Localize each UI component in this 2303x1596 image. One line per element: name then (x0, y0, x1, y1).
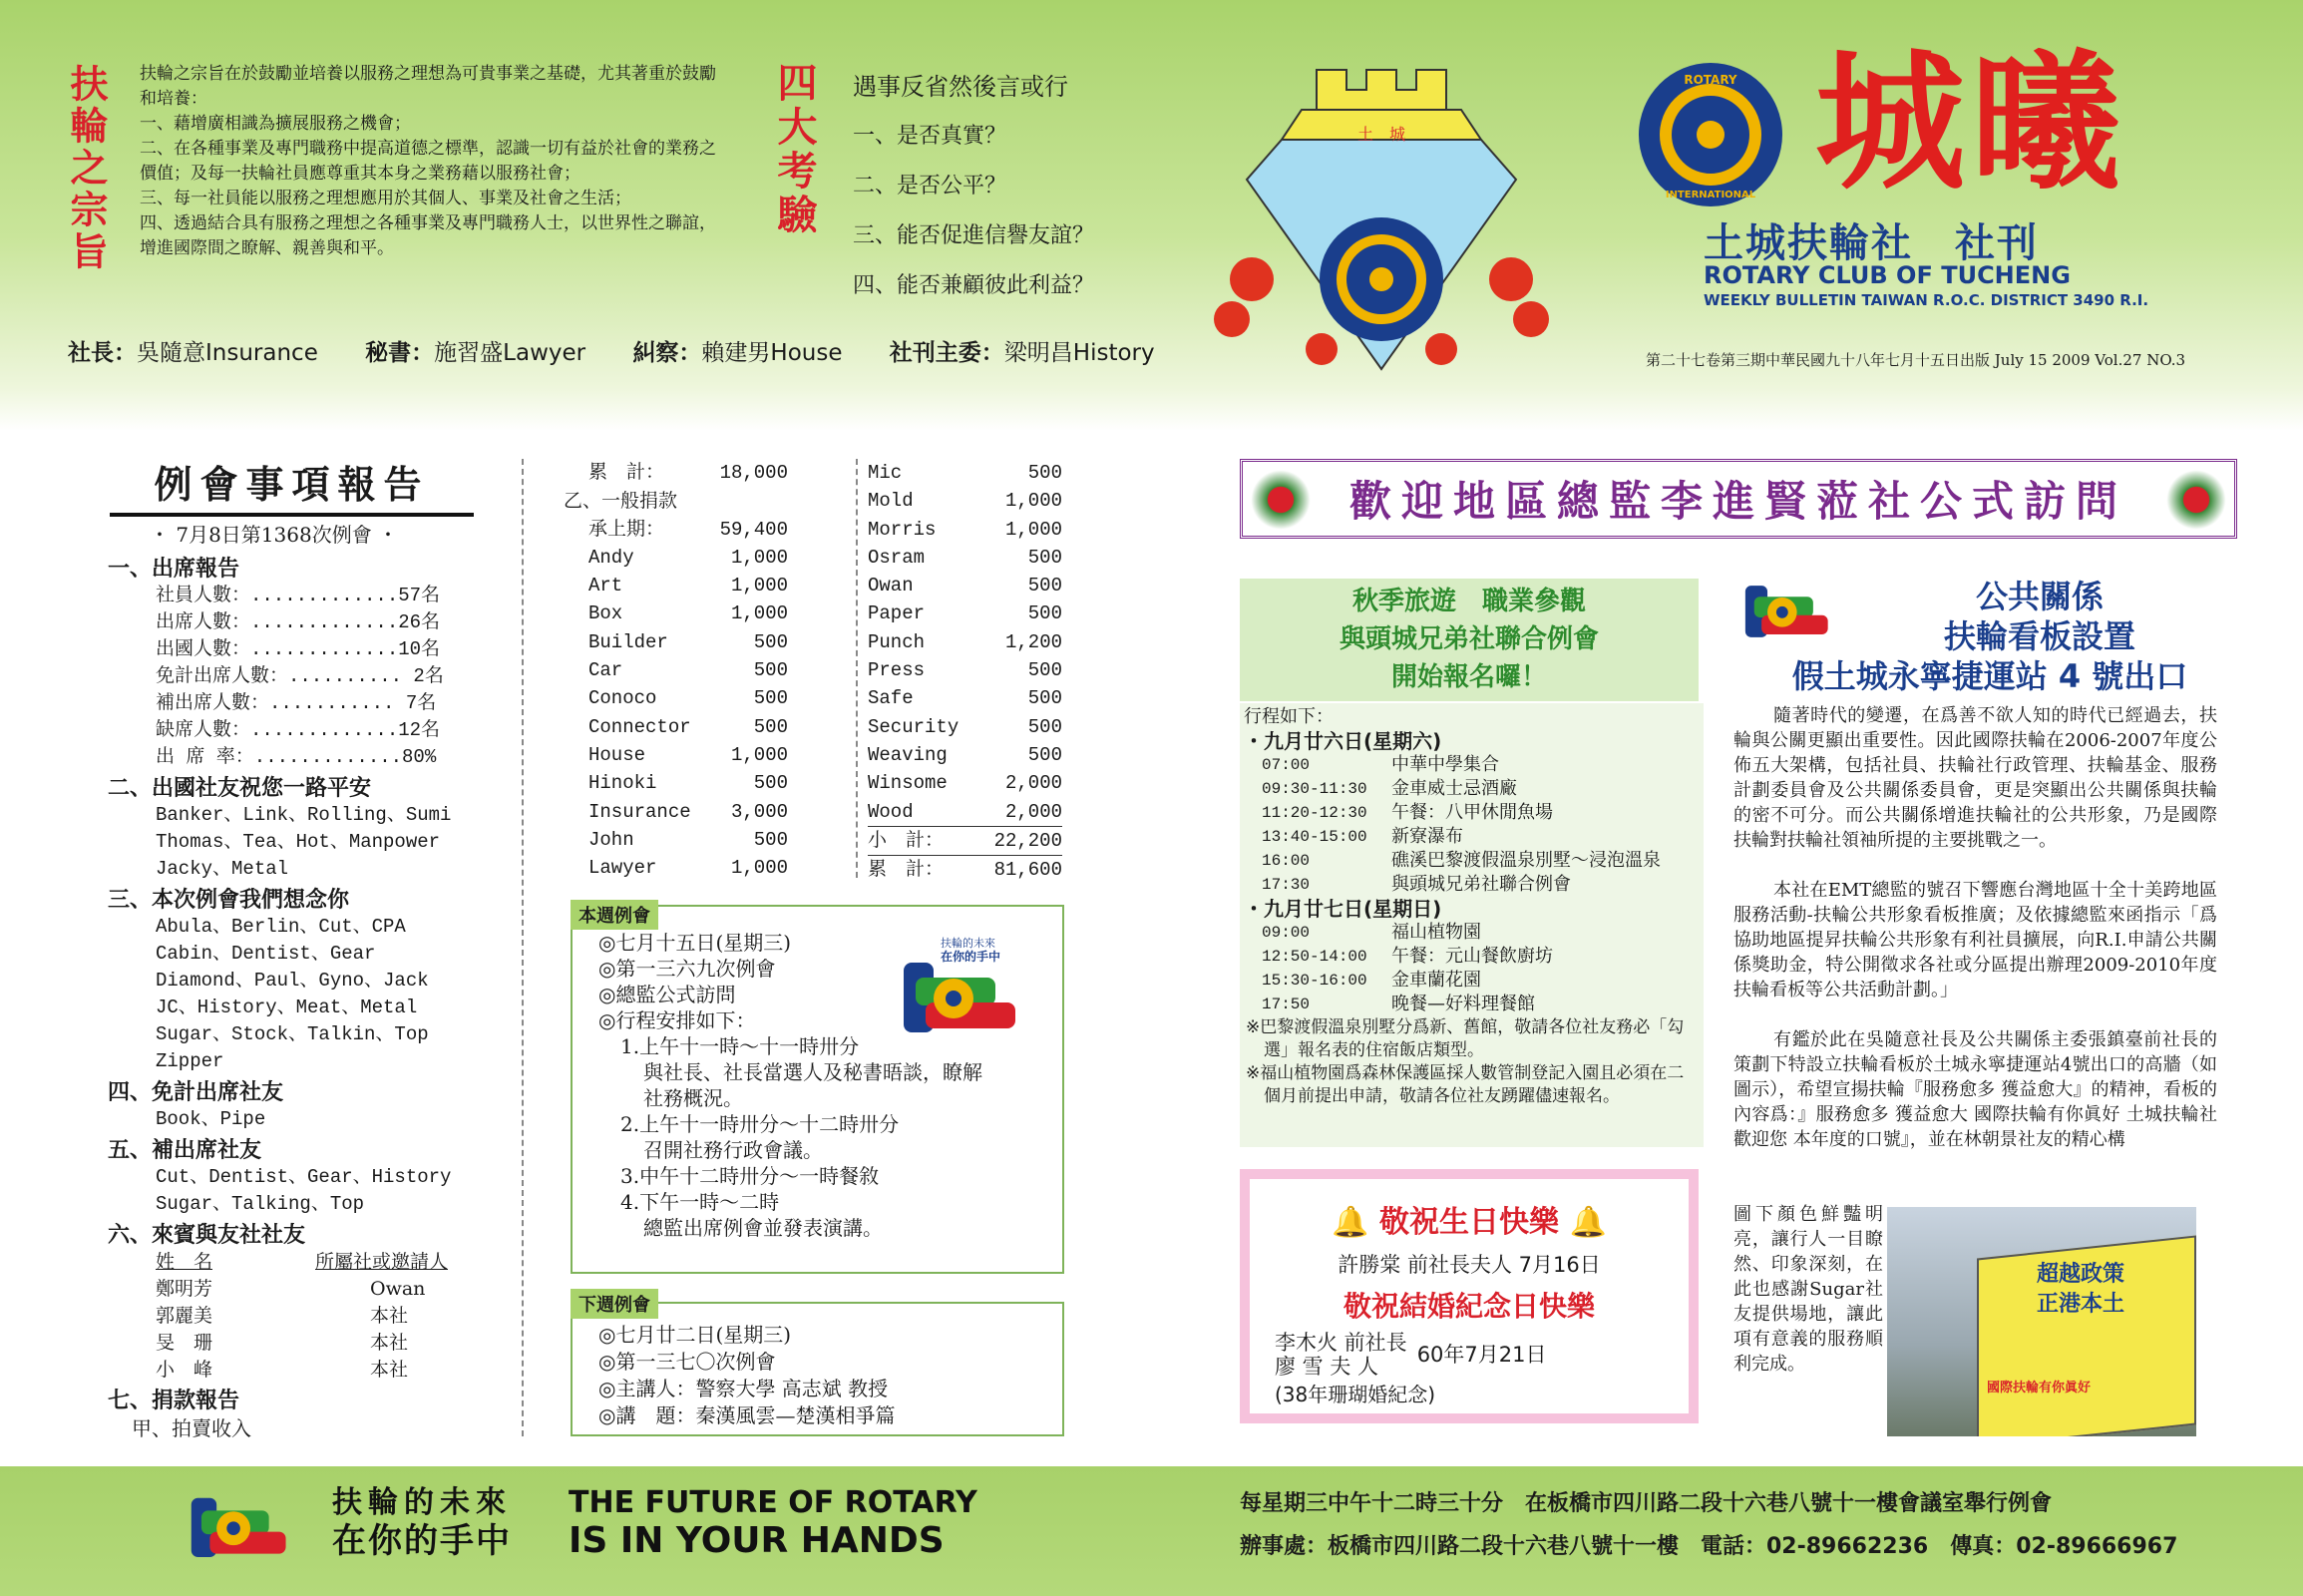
donor: Insurance (588, 800, 691, 823)
banner-text: 歡迎地區總監李進賢蒞社公式訪問 (1348, 477, 2127, 526)
trip-title-line: 與頭城兄弟社聯合例會 (1339, 624, 1599, 654)
purpose-items (140, 112, 728, 261)
donor: Weaving (868, 743, 948, 766)
member-names: Jacky、Metal (156, 858, 289, 880)
masthead-title: 城曦 (1815, 35, 2127, 210)
donor: Safe (868, 687, 914, 710)
amount: 500 (753, 715, 788, 738)
amount: 1,200 (1004, 630, 1062, 653)
amount: 500 (753, 659, 788, 682)
divider (856, 459, 858, 878)
trip-title-line: 開始報名囉！ (1390, 662, 1547, 692)
purpose-item: 四、透過結合具有服務之理想之各種事業及專門職務人士，以世界性之聯誼，增進國際間之瞭解、親善與和平。 (140, 213, 716, 258)
svg-text:扶輪的未來: 扶輪的未來 (941, 937, 995, 950)
attendance-line: 出國人數：.............10名 (156, 638, 441, 660)
donation-list-1 (564, 459, 788, 882)
trip-intro: 行程如下： (1244, 706, 1334, 727)
birthday-line: 許勝棠 前社長夫人 7月16日 (1338, 1253, 1601, 1277)
donor: Punch (868, 630, 926, 653)
donor: Lawyer (588, 857, 657, 880)
amount: 1,000 (730, 857, 788, 880)
billboard-text: 國際扶輪有你眞好 (1987, 1381, 2092, 1396)
schedule-line: ◎七月廿二日(星期三) (598, 1323, 792, 1347)
donor: House (588, 743, 646, 766)
pr-title: 公共關係 (1975, 578, 2104, 615)
member-names: Abula、Berlin、Cut、CPA (156, 916, 406, 938)
four-way-test-title: 四大考驗 (771, 62, 817, 237)
officer-role: 社刊主委： (889, 340, 1004, 366)
couple-name: 李木火 前社長 (1275, 1331, 1407, 1355)
pr-paragraph: 隨著時代的變遷，在爲善不欲人知的時代已經過去，扶輪與公關更顯出重要性。因此國際扶輪在2006-2007年度公佈五大架構，包括社員、扶輪社行政管理、扶輪基金、服務計劃委員會及公共關係委員會，更是突顯出公共關係與扶輪的密不可分。而公共關係增進扶輪社的公共形象，乃是國際扶輪對扶輪社領袖所提的主要挑戰之一。 (1733, 705, 2217, 851)
donor: Press (868, 659, 926, 682)
schedule-line: 1.上午十一時～十一時卅分 (620, 1034, 860, 1058)
attendance-line: 缺席人數：.............12名 (156, 719, 441, 741)
attendance-line: 補出席人數：........... 7名 (156, 692, 437, 714)
purpose-item: 二、在各種事業及專門職務中提高道德之標準，認識一切有益於社會的業務之價值；及每一扶輪社員應尊重其本身之業務藉以服務社會； (140, 139, 716, 184)
amount: 1,000 (1004, 490, 1062, 513)
pr-paragraph: 本社在EMT總監的號召下響應台灣地區十全十美跨地區服務活動-扶輪公共形象看板推廣；及依據總監來函指示「爲協助地區提昇扶輪公共形象有利社員擴展，向R.I.申請公共關係獎助金，特公開徵求各社或分區提出辦理2009-2010年度扶輪看板等公共活動計劃。」 (1733, 880, 2217, 1000)
donor: 累 計： (588, 462, 665, 484)
slogan-line: IS IN YOUR HANDS (569, 1520, 945, 1561)
member-names: Thomas、Tea、Hot、Manpower (156, 831, 441, 853)
trip-time: 09:00 (1262, 924, 1311, 942)
pr-paragraph: 圖下顏色鮮豔明亮，讓行人一目瞭然、印象深刻，在此也感謝Sugar社友提供場地，讓此項有意義的服務順利完成。 (1733, 1204, 1883, 1375)
trip-time: 15:30-16:00 (1262, 972, 1367, 990)
amount: 1,000 (730, 575, 788, 598)
amount: 500 (1027, 575, 1062, 598)
donor: 承上期： (588, 518, 665, 541)
section-heading: 三、本次例會我們想念你 (108, 887, 350, 913)
member-names: Zipper (156, 1050, 224, 1072)
meeting-number: ・ 7月8日第1368次例會 ・ (150, 523, 399, 547)
attendance-line: 出席人數：.............26名 (156, 611, 441, 633)
purpose-intro: 扶輪之宗旨在於鼓勵並培養以服務之理想為可貴事業之基礎，尤其著重於鼓勵和培養： (140, 64, 716, 109)
footer-slogan-cn (332, 1484, 512, 1560)
trip-activity: 福山植物園 (1391, 922, 1481, 943)
member-names: JC、History、Meat、Metal (156, 997, 418, 1018)
attendance-line: 免計出席人數：.......... 2名 (156, 665, 444, 687)
amount: 3,000 (730, 800, 788, 823)
donor: John (588, 828, 634, 851)
trip-time: 07:00 (1262, 756, 1311, 774)
trip-activity: 午餐：元山餐飲廚坊 (1391, 946, 1553, 967)
trip-day: ・九月廿六日(星期六) (1244, 729, 1442, 753)
svg-text:ROTARY: ROTARY (1684, 73, 1737, 87)
officers-line (68, 334, 1195, 367)
donor: Builder (588, 630, 668, 653)
bell-icon: 🔔 (1332, 1205, 1369, 1240)
donor: Wood (868, 800, 914, 823)
club-name-en: ROTARY CLUB OF TUCHENG (1704, 261, 2071, 289)
pr-titles (1740, 577, 2239, 696)
donor: Winsome (868, 772, 948, 795)
donor: Paper (868, 602, 926, 625)
amount: 1,000 (1004, 518, 1062, 541)
amount: 22,200 (993, 829, 1062, 852)
donor: Andy (588, 546, 634, 569)
amount: 500 (1027, 659, 1062, 682)
guest-name: 小 峰 (156, 1359, 213, 1381)
next-week-content (598, 1322, 895, 1429)
attendance-line: 出 席 率：.............80% (156, 746, 437, 768)
trip-activity: 金車威士忌酒廠 (1391, 778, 1517, 799)
officer-name: 賴建男House (701, 340, 843, 366)
section-heading: 四、免計出席社友 (108, 1079, 284, 1105)
berry-branch-icon (1251, 470, 1311, 530)
birthday-title: 敬祝生日快樂 (1379, 1205, 1559, 1240)
schedule-line: ◎主講人：警察大學 高志斌 教授 (598, 1377, 889, 1400)
guest-table (108, 1249, 507, 1384)
donor: 小 計： (868, 829, 945, 852)
test-item: 一、是否真實？ (853, 124, 1007, 149)
billboard-text: 超越政策 (2037, 1262, 2125, 1287)
officer-name: 吳隨意Insurance (137, 340, 318, 366)
test-item: 三、能否促進信譽友誼？ (853, 223, 1095, 248)
donor: Box (588, 602, 623, 625)
footer-meeting-info: 每星期三中午十二時三十分 在板橋市四川路二段十六巷八號十一樓會議室舉行例會 (1240, 1491, 2053, 1516)
donor: 累 計： (868, 859, 945, 882)
tucheng-diamond-logo (1212, 50, 1551, 379)
donor: Art (588, 575, 623, 598)
donor: Hinoki (588, 772, 657, 795)
billboard-text: 正港本土 (2037, 1292, 2125, 1317)
member-names: Sugar、Talking、Top (156, 1193, 365, 1215)
amount: 500 (1027, 546, 1062, 569)
schedule-line: ◎第一三七〇次例會 (598, 1350, 776, 1374)
purpose-title: 扶輪之宗旨 (64, 64, 108, 273)
member-names: Cabin、Dentist、Gear (156, 943, 376, 965)
section-heading: 六、來賓與友社社友 (108, 1222, 306, 1248)
section-heading: 七、捐款報告 (108, 1388, 240, 1413)
trip-time: 17:30 (1262, 876, 1311, 894)
trip-note: ※福山植物園爲森林保護區採人數管制登記入園且必須在二個月前提出申請，敬請各位社友踴躍儘速報名。 (1246, 1063, 1685, 1106)
attendance-list (108, 583, 507, 771)
guest-name: 旻 珊 (156, 1332, 213, 1354)
berry-branch-icon (2166, 470, 2226, 530)
guest-club: 本社 (370, 1332, 409, 1354)
svg-text:在你的手中: 在你的手中 (941, 950, 1001, 964)
amount: 500 (1027, 743, 1062, 766)
amount: 1,000 (730, 546, 788, 569)
footer-slogan-en (569, 1484, 977, 1560)
trip-activity: 中華中學集合 (1391, 754, 1499, 775)
trip-title-line: 秋季旅遊 職業參觀 (1351, 587, 1586, 616)
guest-name: 鄭明芳 (156, 1278, 213, 1300)
trip-time: 12:50-14:00 (1262, 948, 1367, 966)
anniversary-date: 60年7月21日 (1416, 1343, 1547, 1367)
schedule-line: ◎行程安排如下： (598, 1008, 756, 1032)
pr-paragraph: 有鑑於此在吳隨意社長及公共關係主委張鎮臺前社長的策劃下特設立扶輪看板於土城永寧捷運站4號出口的高牆（如圖示），希望宣揚扶輪『服務愈多 獲益愈大』的精神，看板的內容爲：』服務愈多 獲益愈大 國際扶輪有你眞好 土城扶輪社歡迎您 本年度的口號』，並在林朝景社友的精心構 (1733, 1029, 2217, 1150)
officer-role: 秘書： (365, 340, 435, 366)
schedule-line: ◎七月十五日(星期三) (598, 931, 792, 955)
schedule-line: 召開社務行政會議。 (643, 1138, 823, 1162)
logo-text: 土 城 (1356, 125, 1406, 144)
donor: Owan (868, 575, 914, 598)
trip-activity: 午餐：八甲休閒魚場 (1391, 802, 1553, 823)
amount: 500 (1027, 602, 1062, 625)
pr-title: 扶輪看板設置 (1943, 617, 2135, 655)
schedule-line: 總監出席例會並發表演講。 (643, 1216, 883, 1240)
amount: 500 (753, 828, 788, 851)
member-names: Book、Pipe (156, 1108, 266, 1130)
donor: 乙、一般捐款 (564, 490, 678, 513)
officer-name: 梁明昌History (1003, 340, 1155, 366)
trip-time: 16:00 (1262, 852, 1311, 870)
guest-club: 本社 (370, 1359, 409, 1381)
purpose-item: 一、藉增廣相識為擴展服務之機會； (140, 114, 411, 134)
amount: 1,000 (730, 602, 788, 625)
schedule-line: 2.上午十一時卅分～十二時卅分 (620, 1112, 900, 1136)
member-names: Diamond、Paul、Gyno、Jack (156, 970, 429, 992)
schedule-line: 與社長、社長當選人及秘書晤談，瞭解 (643, 1060, 982, 1084)
guest-club: 本社 (370, 1305, 409, 1327)
trip-activity: 礁溪巴黎渡假溫泉別墅～浸泡溫泉 (1391, 850, 1661, 871)
guest-club: Owan (370, 1278, 426, 1300)
celebration-card (1240, 1169, 1699, 1423)
section-heading: 二、出國社友祝您一路平安 (108, 775, 372, 801)
trip-time: 13:40-15:00 (1262, 828, 1367, 846)
donor: Connector (588, 715, 691, 738)
donation-list-2 (868, 459, 1062, 884)
officer-role: 社長： (68, 340, 137, 366)
donor: Morris (868, 518, 937, 541)
this-week-label: 本週例會 (571, 900, 658, 930)
donation-sub: 甲、拍賣收入 (132, 1416, 251, 1440)
schedule-line: ◎講 題：秦漢風雲—楚漢相爭篇 (598, 1403, 896, 1427)
purpose-item: 三、每一社員能以服務之理想應用於其個人、事業及社會之生活； (140, 189, 631, 208)
officer-name: 施習盛Lawyer (434, 340, 586, 366)
welcome-banner (1240, 459, 2237, 539)
attendance-line: 社員人數：.............57名 (156, 585, 441, 606)
test-item: 四、能否兼顧彼此利益？ (853, 273, 1095, 298)
amount: 500 (1027, 715, 1062, 738)
slogan-line: 在你的手中 (332, 1521, 512, 1561)
amount: 59,400 (719, 518, 788, 541)
donor: Osram (868, 546, 926, 569)
hands-logo-icon (896, 933, 1025, 1047)
pr-title: 假土城永寧捷運站 4 號出口 (1791, 657, 2188, 695)
svg-text:INTERNATIONAL: INTERNATIONAL (1665, 190, 1756, 200)
test-item: 二、是否公平？ (853, 174, 1007, 199)
amount: 18,000 (719, 462, 788, 484)
amount: 500 (1027, 687, 1062, 710)
schedule-line: ◎總監公式訪問 (598, 983, 736, 1006)
amount: 2,000 (1004, 800, 1062, 823)
donor: Car (588, 659, 623, 682)
member-names: Cut、Dentist、Gear、History (156, 1166, 452, 1188)
club-name-cn: 土城扶輪社 社刊 (1704, 220, 2039, 266)
trip-activity: 金車蘭花園 (1391, 970, 1481, 991)
footer-office-info: 辦事處：板橋市四川路二段十六巷八號十一樓 電話：02-89662236 傳真：02-89666967 (1240, 1534, 2178, 1559)
couple-name: 廖 雪 夫 人 (1275, 1355, 1379, 1379)
bell-icon: 🔔 (1569, 1205, 1607, 1240)
donor: Conoco (588, 687, 657, 710)
member-names: Banker、Link、Rolling、Sumi (156, 804, 452, 826)
schedule-line: ◎第一三六九次例會 (598, 957, 776, 981)
section-heading: 五、補出席社友 (108, 1137, 262, 1163)
donor: Mold (868, 490, 914, 513)
trip-time: 09:30-11:30 (1262, 780, 1367, 798)
donor: Security (868, 715, 960, 738)
report-title: 例會事項報告 (110, 454, 474, 517)
four-way-test (853, 62, 1094, 311)
trip-activity: 與頭城兄弟社聯合例會 (1391, 874, 1571, 895)
amount: 1,000 (730, 743, 788, 766)
billboard-photo (1887, 1207, 2196, 1436)
slogan-line: THE FUTURE OF ROTARY (569, 1485, 977, 1520)
test-intro: 遇事反省然後言或行 (853, 73, 1068, 101)
guest-name: 郭麗美 (156, 1305, 213, 1327)
amount: 500 (753, 687, 788, 710)
amount: 81,600 (993, 859, 1062, 882)
donor: Mic (868, 462, 903, 484)
rotary-wheel-icon (1636, 60, 1785, 209)
slogan-line: 扶輪的未來 (332, 1485, 512, 1520)
amount: 500 (753, 630, 788, 653)
section-heading: 一、出席報告 (108, 556, 240, 582)
officer-role: 糾察： (632, 340, 702, 366)
trip-activity: 晚餐—好料理餐館 (1391, 994, 1535, 1014)
member-names: Sugar、Stock、Talkin、Top (156, 1023, 429, 1045)
issue-line: 第二十七卷第三期中華民國九十八年七月十五日出版 July 15 2009 Vol.27 NO.3 (1646, 351, 2186, 369)
trip-time: 17:50 (1262, 996, 1311, 1013)
guest-col-header: 所屬社或邀請人 (315, 1251, 449, 1273)
divider (522, 459, 524, 1436)
trip-time: 11:20-12:30 (1262, 804, 1367, 822)
schedule-line: 社務概況。 (643, 1086, 743, 1110)
trip-body (1240, 703, 1704, 1147)
schedule-line: 4.下午一時～二時 (620, 1190, 780, 1214)
trip-note: ※巴黎渡假溫泉別墅分爲新、舊館，敬請各位社友務必「勾選」報名表的住宿飯店類型。 (1246, 1017, 1685, 1060)
hands-logo-icon (185, 1471, 294, 1571)
guest-col-header: 姓 名 (156, 1251, 213, 1273)
amount: 500 (753, 772, 788, 795)
trip-day: ・九月廿七日(星期日) (1244, 897, 1442, 921)
schedule-line: 3.中午十二時卅分～一時餐敘 (620, 1164, 880, 1188)
anniversary-note: (38年珊瑚婚紀念) (1275, 1383, 1436, 1406)
amount: 2,000 (1004, 772, 1062, 795)
anniversary-title: 敬祝結婚紀念日快樂 (1343, 1290, 1595, 1323)
amount: 500 (1027, 462, 1062, 484)
trip-header-box (1240, 579, 1699, 701)
report-body (108, 552, 507, 1442)
club-subtitle: WEEKLY BULLETIN TAIWAN R.O.C. DISTRICT 3490 R.I. (1704, 291, 2149, 309)
next-week-label: 下週例會 (571, 1289, 658, 1319)
trip-activity: 新寮瀑布 (1391, 826, 1463, 847)
